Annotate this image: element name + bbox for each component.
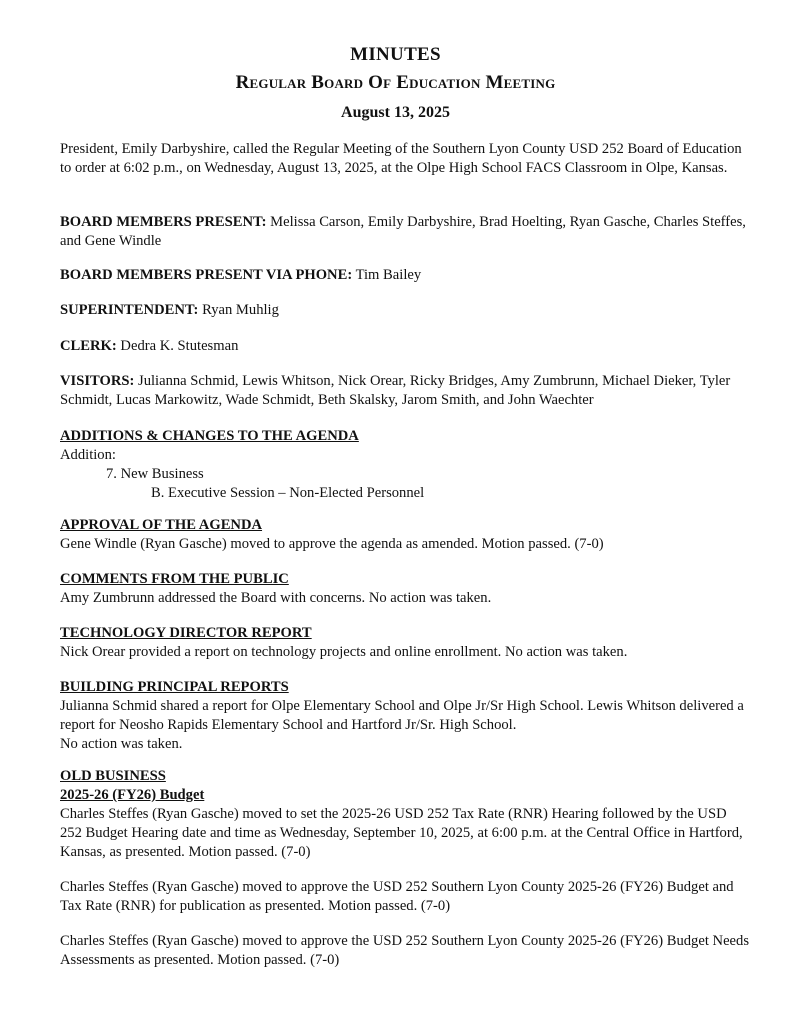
document-title: MINUTES — [350, 44, 441, 65]
clerk — [60, 337, 750, 356]
clerk-label: CLERK: — [60, 338, 117, 354]
board-members-present — [60, 213, 750, 251]
additions-section — [60, 427, 750, 503]
comments-section — [60, 570, 750, 608]
additions-label: Addition: — [60, 447, 116, 463]
intro-paragraph: President, Emily Darbyshire, called the Regular Meeting of the Southern Lyon County USD 252 Board of Education to order at 6:02 p.m., on Wednesday, August 13, 2025, at the Olpe High School FACS Classroom in Olpe, Kansas. — [60, 141, 742, 176]
additions-heading: ADDITIONS & CHANGES TO THE AGENDA — [60, 428, 359, 444]
principals-heading: BUILDING PRINCIPAL REPORTS — [60, 679, 289, 695]
superintendent-label: SUPERINTENDENT: — [60, 302, 199, 318]
principals-section — [60, 678, 750, 754]
technology-heading: TECHNOLOGY DIRECTOR REPORT — [60, 625, 312, 641]
board-members-phone-value: Tim Bailey — [355, 267, 422, 283]
board-members-phone-label: BOARD MEMBERS PRESENT VIA PHONE: — [60, 267, 353, 283]
board-members-phone — [60, 266, 750, 285]
comments-heading: COMMENTS FROM THE PUBLIC — [60, 571, 289, 587]
superintendent-value: Ryan Muhlig — [202, 302, 279, 318]
budget-motion-3: Charles Steffes (Ryan Gasche) moved to approve the USD 252 Southern Lyon County 2025-26 (FY26) Budget Needs Assessments as presented. Motion passed. (7-0) — [60, 933, 749, 968]
budget-subheading: 2025-26 (FY26) Budget — [60, 787, 205, 803]
principals-text-2: No action was taken. — [60, 736, 183, 752]
additions-subitem: B. Executive Session – Non-Elected Personnel — [151, 485, 425, 501]
meeting-date: August 13, 2025 — [341, 104, 450, 121]
comments-text: Amy Zumbrunn addressed the Board with concerns. No action was taken. — [60, 590, 492, 606]
visitors-value: Julianna Schmid, Lewis Whitson, Nick Orear, Ricky Bridges, Amy Zumbrunn, Michael Dieker, Tyler Schmidt, Lucas Markowitz, Wade Schmidt, Beth Skalsky, Jarom Smith, and John Waechter — [60, 373, 731, 408]
principals-text: Julianna Schmid shared a report for Olpe Elementary School and Olpe Jr/Sr High School. Lewis Whitson delivered a report for Neosho Rapids Elementary School and Hartford Jr/Sr. High School. — [60, 698, 744, 733]
clerk-value: Dedra K. Stutesman — [120, 338, 239, 354]
approval-text: Gene Windle (Ryan Gasche) moved to approve the agenda as amended. Motion passed. (7-0) — [60, 536, 604, 552]
board-members-present-label: BOARD MEMBERS PRESENT: — [60, 214, 267, 230]
superintendent — [60, 301, 750, 320]
technology-section — [60, 624, 750, 662]
board-members-present-value: Melissa Carson, Emily Darbyshire, Brad Hoelting, Ryan Gasche, Charles Steffes, and Gene Windle — [60, 214, 746, 249]
technology-text: Nick Orear provided a report on technology projects and online enrollment. No action was taken. — [60, 644, 628, 660]
approval-heading: APPROVAL OF THE AGENDA — [60, 517, 263, 533]
budget-motion-2: Charles Steffes (Ryan Gasche) moved to approve the USD 252 Southern Lyon County 2025-26 (FY26) Budget and Tax Rate (RNR) for publication as presented. Motion passed. (7-0) — [60, 879, 734, 914]
visitors-label: VISITORS: — [60, 373, 135, 389]
visitors — [60, 372, 750, 410]
old-business-section — [60, 767, 750, 970]
additions-item: 7. New Business — [106, 466, 204, 482]
budget-motion-1: Charles Steffes (Ryan Gasche) moved to set the 2025-26 USD 252 Tax Rate (RNR) Hearing followed by the USD 252 Budget Hearing date and time as Wednesday, September 10, 2025, at 6:00 p.m. at the Central Office in Hartford, Kansas, as presented. Motion passed. (7-0) — [60, 806, 743, 860]
approval-section — [60, 516, 750, 554]
old-business-heading: OLD BUSINESS — [60, 768, 166, 784]
document-subtitle: Regular Board Of Education Meeting — [235, 72, 556, 93]
paragraph-spacer — [60, 916, 750, 932]
paragraph-spacer — [60, 862, 750, 878]
